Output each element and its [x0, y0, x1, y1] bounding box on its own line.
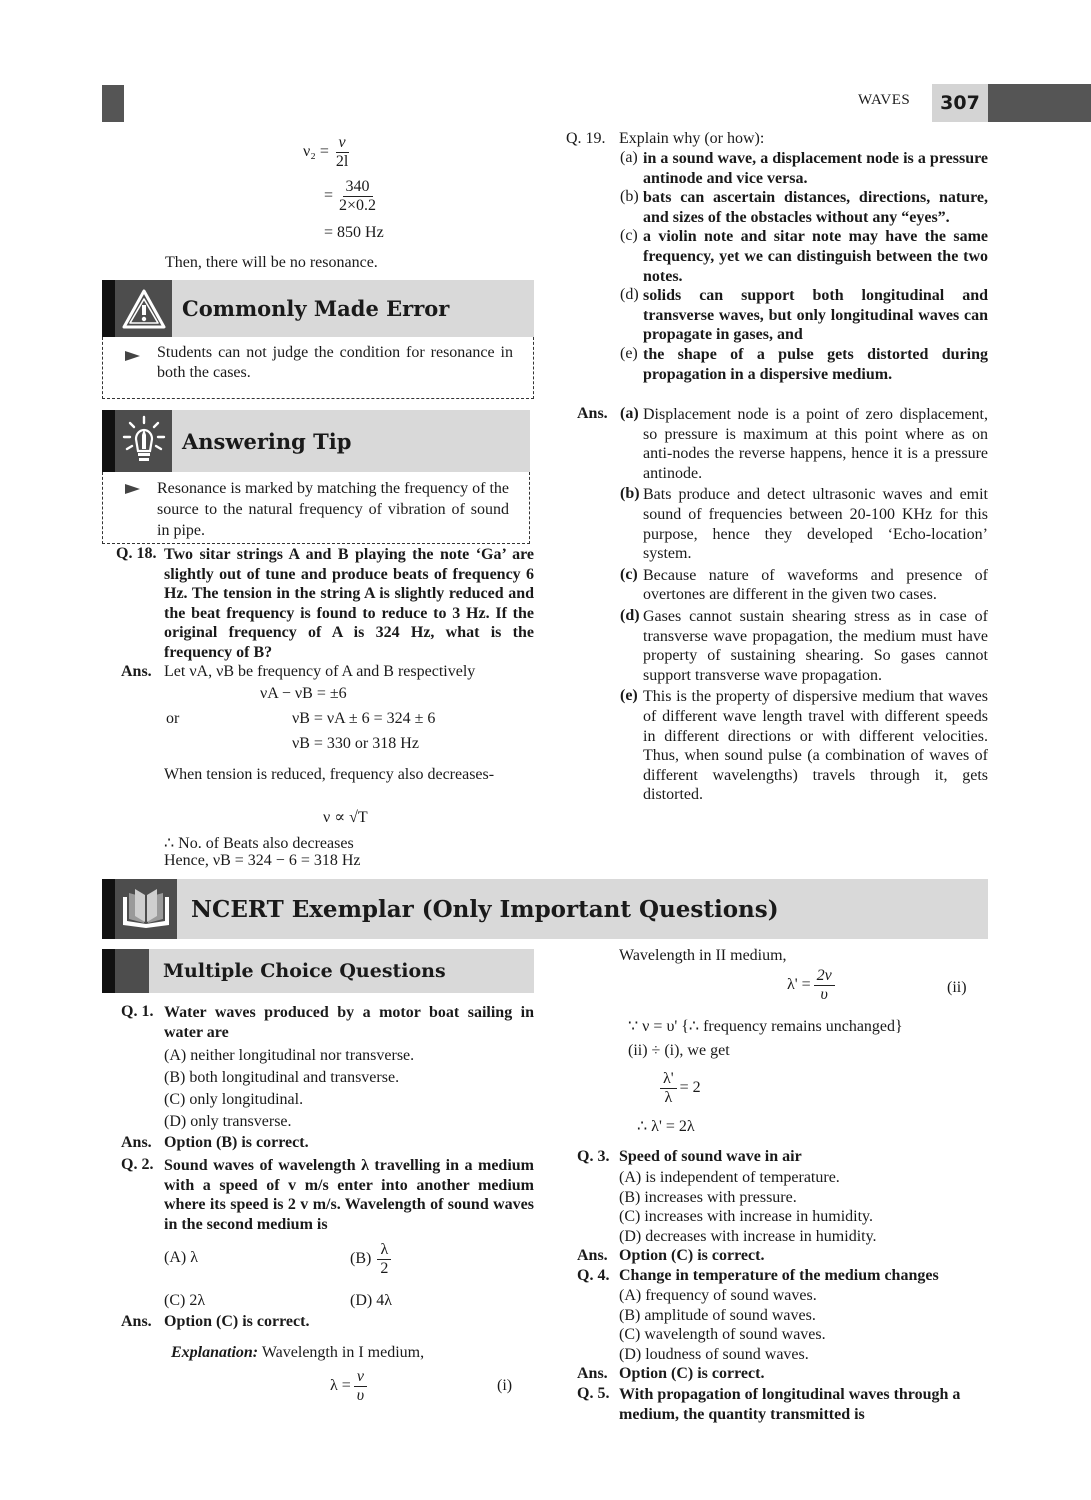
denominator: υ: [820, 985, 828, 1003]
q19-part: [620, 149, 988, 188]
page-number: 307: [932, 84, 988, 122]
part-tag: (a): [620, 149, 638, 166]
mcq2-medium2: Wavelength in II medium,: [619, 947, 787, 964]
answer-tag: (d): [620, 606, 640, 624]
q18-line6: Hence, νB = 324 − 6 = 318 Hz: [164, 852, 361, 869]
denominator: λ: [664, 1088, 673, 1106]
mcq2-option-b: [350, 1241, 391, 1277]
equals: =: [324, 187, 334, 205]
mcq5-text: With propagation of longitudinal waves through a medium, the quantity transmitted is: [619, 1386, 961, 1423]
mcq4-ans-label: Ans.: [577, 1365, 608, 1382]
q18-or: or: [166, 710, 180, 727]
mcq2-divide: (ii) ÷ (i), we get: [628, 1042, 730, 1059]
q19-answer: [620, 687, 988, 805]
q19-part: [620, 188, 988, 227]
q19-label: Q. 19.: [566, 130, 606, 147]
formula-lhs: λ =: [330, 1377, 351, 1395]
mcq2-option-d: (D) 4λ: [350, 1292, 392, 1309]
q18-eq1: νA − νB = ±6: [260, 685, 347, 702]
mcq2-eq2-tag: (ii): [947, 979, 967, 996]
warning-triangle-icon: [115, 280, 172, 337]
part-tag: (b): [620, 188, 639, 206]
option: (B) amplitude of sound waves.: [619, 1306, 816, 1324]
answer-text: Gases cannot sustain shearing stress as in case of transverse wave propagation, the medium must have property of sustaining shearing. So gases cannot support transverse wave propagation.: [643, 607, 988, 684]
q19-ans-label: Ans.: [577, 405, 608, 422]
option: (C) wavelength of sound waves.: [619, 1326, 826, 1344]
mcq3-text: Speed of sound wave in air: [619, 1148, 802, 1165]
numerator: v: [354, 1368, 367, 1387]
mcq5-label: Q. 5.: [577, 1385, 610, 1402]
q18-label: Q. 18.: [116, 545, 157, 562]
mcq2-eq1-tag: (i): [497, 1377, 513, 1394]
page-header-bar: [988, 84, 1091, 122]
part-text: a violin note and sitar note may have the same frequency, yet we can distinguish between the two notes.: [643, 228, 988, 285]
formula-result: = 850 Hz: [324, 224, 384, 241]
q18-eq3: νB = 330 or 318 Hz: [292, 735, 419, 752]
running-head: WAVES: [858, 92, 911, 108]
option: (D) loudness of sound waves.: [619, 1345, 809, 1363]
corner-mark: [102, 85, 124, 122]
fraction: [333, 134, 351, 170]
answer-tag: (e): [620, 687, 638, 705]
q19-parts: [620, 149, 988, 384]
q19-answer: [620, 485, 988, 563]
answer-text: Displacement node is a point of zero displacement, so pressure is maximum at this point where as on anti-nodes the reverse happens, hence it is a pressure antinode.: [643, 406, 988, 482]
mcq1-options: [164, 1045, 414, 1133]
mcq2-ratio: [660, 1070, 701, 1106]
option: (A) is independent of temperature.: [619, 1169, 840, 1186]
option: (D) only transverse.: [164, 1113, 292, 1130]
denominator: 2×0.2: [339, 196, 377, 214]
fraction: [354, 1368, 367, 1404]
mcq3-ans-label: Ans.: [577, 1247, 608, 1264]
option: (B) both longitudinal and transverse.: [164, 1069, 400, 1086]
mcq3-answer: Option (C) is correct.: [619, 1247, 765, 1264]
conclusion-text: Then, there will be no resonance.: [165, 254, 378, 271]
open-book-icon: [115, 879, 177, 939]
q18-eq4: ν ∝ √T: [323, 809, 368, 826]
option: (A) frequency of sound waves.: [619, 1287, 817, 1304]
tip-text: Resonance is marked by matching the frequency of the source to the natural frequency of vibration of sound in pipe.: [157, 480, 509, 539]
numerator: 2v: [814, 967, 835, 986]
q18-text: Two sitar strings A and B playing the note ‘Ga’ are slightly out of tune and produce beats of frequency 6 Hz. The tension in the string A is slightly reduced and the beat frequency is found to reduce to 3 Hz. If the original frequency of A is 324 Hz, what is the frequency of B?: [164, 546, 534, 661]
answer-tag: (a): [620, 405, 639, 422]
header-accent: [102, 879, 115, 939]
q19-part: [620, 345, 988, 384]
section-title: NCERT Exemplar (Only Important Questions): [191, 895, 779, 923]
q18-ans-label: Ans.: [121, 663, 152, 680]
callout-title: Answering Tip: [182, 428, 352, 454]
mcq1-label: Q. 1.: [121, 1003, 154, 1020]
header-accent: [102, 410, 115, 472]
commonly-made-error-body: [102, 337, 534, 399]
q19-part: [620, 227, 988, 286]
answer-tag: (b): [620, 485, 640, 503]
numerator: λ: [380, 1241, 389, 1258]
numerator: v: [336, 134, 349, 153]
mcq2-eq1: [330, 1368, 367, 1404]
lightbulb-icon: [115, 410, 172, 472]
q19-prompt: Explain why (or how):: [619, 130, 765, 147]
ncert-exemplar-header: [102, 879, 988, 939]
mcq1-ans-label: Ans.: [121, 1134, 152, 1151]
q18-para: When tension is reduced, frequency also decreases-: [164, 766, 495, 783]
mcq4-text: Change in temperature of the medium changes: [619, 1267, 939, 1284]
numerator: λ': [660, 1070, 677, 1089]
mcq3-label: Q. 3.: [577, 1148, 610, 1165]
answering-tip-header: [102, 410, 530, 472]
q19-answers: [620, 405, 988, 805]
mcq2-ans-label: Ans.: [121, 1313, 152, 1330]
mcq2-eq2: [787, 967, 835, 1003]
fraction: [377, 1241, 391, 1277]
bullet-arrow-icon: [125, 351, 140, 361]
option: (B) increases with pressure.: [619, 1188, 797, 1206]
header-accent: [102, 280, 115, 337]
mcq2-explanation: [171, 1344, 424, 1362]
bullet-arrow-icon: [125, 484, 140, 494]
answer-text: Bats produce and detect ultrasonic waves and emit sound of frequencies between 20-100 KHz for this purpose, hence they developed ‘Echo-location’ system.: [643, 486, 988, 563]
fraction: [814, 967, 835, 1003]
mcq-header: [102, 949, 534, 993]
q18-eq2: νB = νA ± 6 = 324 ± 6: [292, 710, 436, 727]
q19-part: [620, 286, 988, 345]
mcq2-answer: Option (C) is correct.: [164, 1313, 310, 1330]
part-text: the shape of a pulse gets distorted during propagation in a dispersive medium.: [643, 345, 988, 383]
mcq2-option-c: (C) 2λ: [164, 1292, 206, 1309]
q19-answer: [620, 405, 988, 483]
mcq2-since: ∵ ν = υ' {∴ frequency remains unchanged}: [628, 1018, 903, 1035]
part-tag: (c): [620, 227, 638, 245]
formula-lhs: λ' =: [787, 976, 811, 994]
explanation-label: Explanation:: [171, 1344, 259, 1361]
mcq4-label: Q. 4.: [577, 1267, 610, 1284]
part-text: in a sound wave, a displacement node is a pressure antinode and vice versa.: [643, 150, 988, 187]
part-text: bats can ascertain distances, directions, nature, and sizes of the obstacles without any “eyes”.: [643, 189, 988, 226]
q18-line5: ∴ No. of Beats also decreases: [164, 835, 354, 852]
header-block: [115, 949, 149, 993]
error-text: Students can not judge the condition for resonance in both the cases.: [157, 344, 513, 381]
mcq1-answer: Option (B) is correct.: [164, 1134, 309, 1151]
mcq2-label: Q. 2.: [121, 1156, 154, 1173]
option-tag: (B): [350, 1250, 372, 1268]
mcq1-text: Water waves produced by a motor boat sailing in water are: [164, 1004, 534, 1041]
denominator: 2l: [335, 152, 349, 170]
callout-title: Commonly Made Error: [182, 296, 450, 321]
commonly-made-error-header: [102, 280, 534, 337]
denominator: υ: [356, 1386, 365, 1404]
formula-step-2: [324, 178, 379, 214]
option: (C) increases with increase in humidity.: [619, 1208, 873, 1226]
q19-answer: [620, 566, 988, 605]
option: (D) decreases with increase in humidity.: [619, 1227, 877, 1245]
answering-tip-body: [102, 472, 530, 544]
option: (C) only longitudinal.: [164, 1091, 304, 1108]
explanation-text: Wavelength in I medium,: [258, 1344, 425, 1361]
nu2-formula: [303, 134, 443, 170]
denominator: 2: [377, 1259, 391, 1278]
mcq3-options: [619, 1168, 877, 1246]
answer-text: Because nature of waveforms and presence of overtones are different in the given two cases.: [643, 566, 988, 604]
numerator: 340: [343, 178, 373, 197]
option: (A) neither longitudinal nor transverse.: [164, 1047, 415, 1064]
answer-tag: (c): [620, 565, 638, 583]
mcq2-option-a: (A) λ: [164, 1249, 198, 1266]
formula-lhs: ν₂ =: [303, 143, 329, 161]
mcq2-text: Sound waves of wavelength λ travelling in a medium with a speed of v m/s enter into another medium where its speed is 2 v m/s. Wavelength of sound waves in the second medium is: [164, 1157, 534, 1233]
fraction: [336, 178, 379, 214]
part-tag: (e): [620, 344, 638, 362]
header-accent: [102, 949, 115, 993]
q18-ans-intro: Let νA, νB be frequency of A and B respectively: [164, 663, 476, 680]
answer-text: This is the property of dispersive medium that waves of different wave length travel with different speeds in different directions or with different velocities. Thus, when sound pulse (a combination of waves of different wavelengths) travels through it, gets distorted.: [643, 688, 988, 804]
mcq4-answer: Option (C) is correct.: [619, 1365, 765, 1382]
section-title: Multiple Choice Questions: [163, 960, 446, 982]
mcq2-result: ∴ λ' = 2λ: [637, 1118, 695, 1135]
part-text: solids can support both longitudinal and transverse waves, but only longitudinal waves can propagate in gases, and: [643, 287, 988, 344]
mcq4-options: [619, 1286, 826, 1364]
part-tag: (d): [620, 286, 639, 304]
formula-rhs: = 2: [679, 1079, 701, 1097]
q19-answer: [620, 607, 988, 685]
fraction: [660, 1070, 677, 1106]
